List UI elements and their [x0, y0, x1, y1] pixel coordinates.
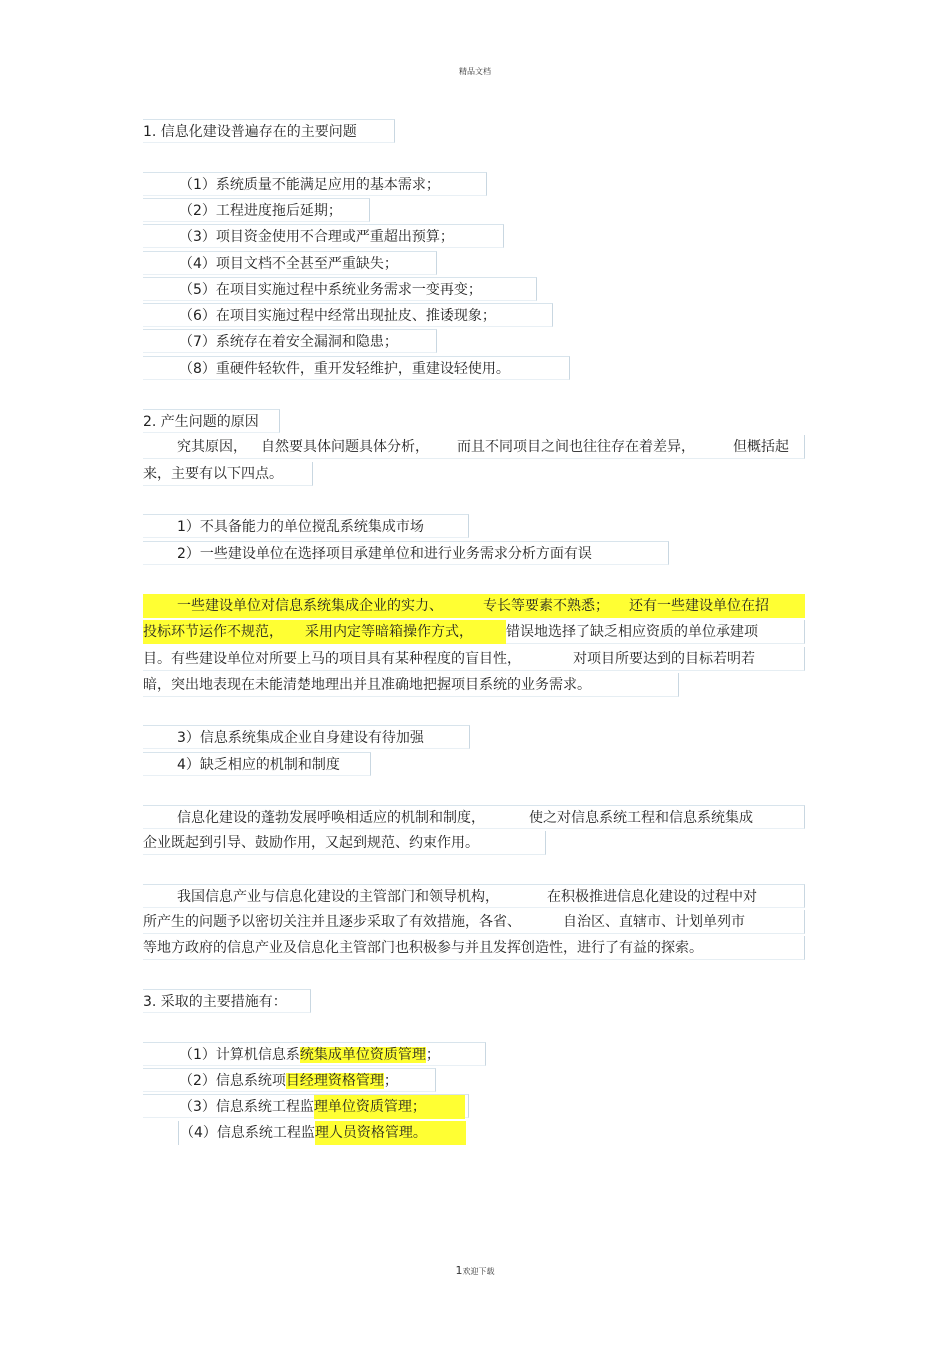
paragraph-line: 企业既起到引导、鼓励作用，又起到规范、约束作用。 — [143, 831, 546, 855]
text-run: 还有一些建设单位在招 — [629, 598, 769, 614]
paragraph-line: 等地方政府的信息产业及信息化主管部门也积极参与并且发挥创造性，进行了有益的探索。 — [143, 936, 805, 960]
footer-text: 欢迎下载 — [462, 1267, 495, 1276]
section-3-heading: 3. 采取的主要措施有： — [143, 989, 311, 1013]
list-item — [143, 1094, 469, 1118]
page-header: 精品文档 — [459, 67, 491, 76]
text-run: 但概括起 — [733, 439, 789, 455]
list-item — [178, 1121, 469, 1145]
paragraph-line — [143, 435, 805, 459]
list-item: （4）项目文档不全甚至严重缺失； — [143, 251, 437, 275]
paragraph-line: 来，主要有以下四点。 — [143, 462, 313, 486]
paragraph-line — [143, 884, 805, 908]
highlighted-text: 理人员资格管理。 — [315, 1121, 466, 1145]
paragraph-line — [143, 805, 805, 829]
text-run: ； — [383, 1073, 398, 1089]
page-footer — [0, 1264, 950, 1277]
list-item: （5）在项目实施过程中系统业务需求一变再变； — [143, 277, 537, 301]
text-run: 究其原因， — [177, 439, 247, 455]
section-1-heading: 1. 信息化建设普遍存在的主要问题 — [143, 119, 395, 143]
highlighted-text — [143, 594, 805, 618]
section-2-heading: 2. 产生问题的原因 — [143, 409, 280, 433]
text-run: 在积极推进信息化建设的过程中对 — [547, 889, 757, 905]
reason-item: 2）一些建设单位在选择项目承建单位和进行业务需求分析方面有误 — [143, 541, 669, 565]
text-run: （1）计算机信息系 — [179, 1047, 300, 1063]
text-run: 采用内定等暗箱操作方式， — [305, 624, 473, 640]
list-item: （2）工程进度拖后延期； — [143, 198, 370, 222]
page-number: 1 — [455, 1264, 463, 1277]
text-run: 投标环节运作不规范， — [143, 624, 283, 640]
text-run: 一些建设单位对信息系统集成企业的实力、 — [177, 598, 443, 614]
list-item: （8）重硬件轻软件，重开发轻维护，重建设轻使用。 — [143, 356, 570, 380]
text-run: （2）信息系统项 — [179, 1073, 286, 1089]
text-run: 使之对信息系统工程和信息系统集成 — [529, 810, 753, 826]
text-run: 目。有些建设单位对所要上马的项目具有某种程度的盲目性， — [143, 651, 521, 667]
paragraph-line — [143, 647, 805, 671]
highlighted-text: 统集成单位资质管理 — [299, 1047, 426, 1063]
text-run: 自治区、直辖市、计划单列市 — [563, 914, 745, 930]
paragraph-line — [143, 620, 805, 644]
text-run: 而且不同项目之间也往往存在着差异， — [457, 439, 695, 455]
text-run: 对项目所要达到的目标若明若 — [573, 651, 755, 667]
list-item — [143, 1068, 436, 1092]
reason-item: 3）信息系统集成企业自身建设有待加强 — [143, 725, 470, 749]
list-item: （1）系统质量不能满足应用的基本需求； — [143, 172, 487, 196]
text-run: ； — [425, 1047, 440, 1063]
text-run: （4）信息系统工程监 — [180, 1125, 315, 1141]
list-item: （3）项目资金使用不合理或严重超出预算； — [143, 224, 504, 248]
paragraph-line — [143, 910, 805, 934]
list-item: （7）系统存在着安全漏洞和隐患； — [143, 329, 437, 353]
reason-item: 4）缺乏相应的机制和制度 — [143, 752, 371, 776]
text-run: （3）信息系统工程监 — [179, 1099, 314, 1115]
text-run: 自然要具体问题具体分析， — [261, 439, 429, 455]
paragraph-line: 暗，突出地表现在未能清楚地理出并且准确地把握项目系统的业务需求。 — [143, 673, 679, 697]
text-run: 信息化建设的蓬勃发展呼唤相适应的机制和制度， — [177, 810, 485, 826]
highlighted-text: 理单位资质管理； — [314, 1095, 465, 1119]
text-run: 所产生的问题予以密切关注并且逐步采取了有效措施，各省、 — [143, 914, 521, 930]
text-run: 错误地选择了缺乏相应资质的单位承建项 — [506, 624, 758, 640]
highlighted-text — [143, 620, 506, 644]
highlighted-text: 目经理资格管理 — [285, 1073, 384, 1089]
paragraph-line — [143, 594, 805, 618]
text-run: 我国信息产业与信息化建设的主管部门和领导机构， — [177, 889, 499, 905]
list-item — [143, 1042, 486, 1066]
list-item: （6）在项目实施过程中经常出现扯皮、推诿现象； — [143, 303, 553, 327]
text-run: 专长等要素不熟悉； — [483, 598, 609, 614]
reason-item: 1）不具备能力的单位搅乱系统集成市场 — [143, 514, 469, 538]
